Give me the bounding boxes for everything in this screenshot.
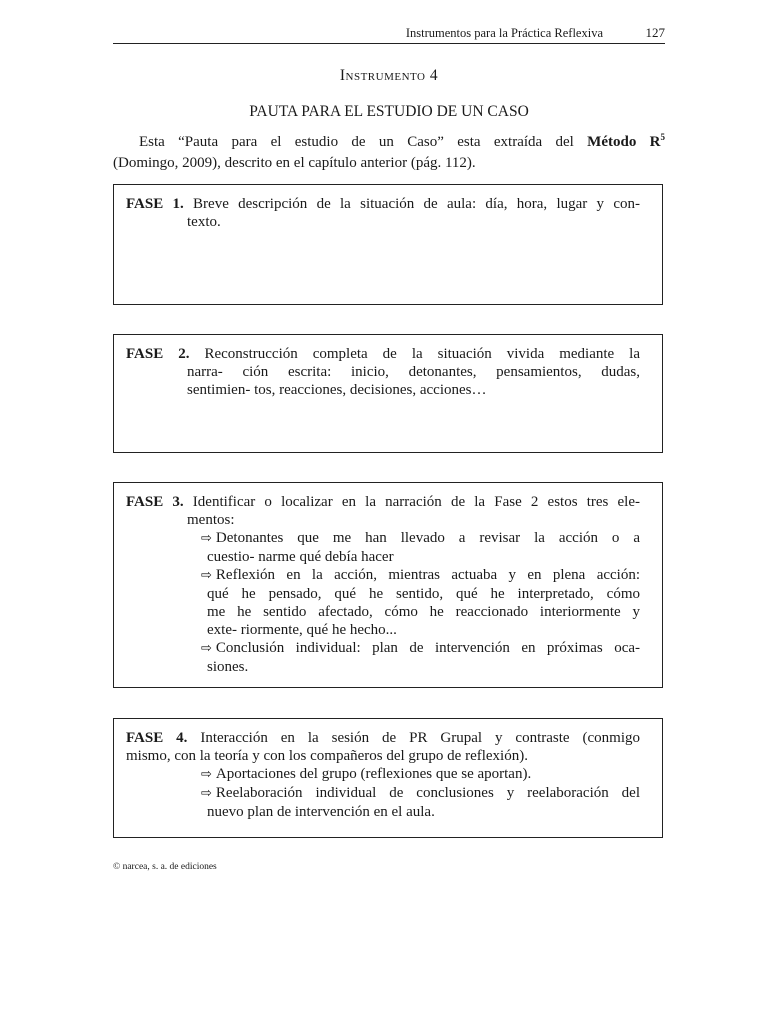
phase-text: Reconstrucción completa de la situación vivida mediante la — [204, 346, 641, 362]
bullet-line — [201, 784, 640, 803]
phase-2-heading — [126, 345, 640, 363]
bullet-line: nuevo plan de intervención en el aula. — [207, 804, 435, 820]
arrow-right-outline-icon: ⇨ — [201, 641, 212, 656]
method-name-text: Método R — [587, 134, 661, 150]
intro-line-1 — [113, 127, 665, 153]
arrow-right-outline-icon: ⇨ — [201, 568, 212, 583]
phase-continuation: mentos: — [187, 512, 235, 528]
page-number: 127 — [645, 25, 665, 40]
phase-text: Identificar o localizar en la narración de la Fase 2 estos tres ele- — [192, 494, 640, 510]
document-title: PAUTA PARA EL ESTUDIO DE UN CASO — [249, 103, 529, 120]
running-header — [113, 25, 665, 44]
bullet-line — [201, 765, 640, 784]
bullet-item — [126, 639, 640, 676]
bullet-line: cuestio- narme qué debía hacer — [207, 549, 394, 565]
phase-text: Breve descripción de la situación de aula: día, hora, lugar y con- — [193, 196, 640, 212]
bullet-line: me he sentido afectado, cómo he reaccionado interiormente y — [207, 604, 640, 620]
arrow-right-outline-icon: ⇨ — [201, 786, 212, 801]
phase-continuation: narra- ción escrita: inicio, detonantes, pensamientos, dudas, — [187, 364, 640, 380]
running-header-title: Instrumentos para la Práctica Reflexiva — [405, 26, 603, 40]
method-superscript: 5 — [660, 132, 665, 142]
bullet-item — [126, 529, 640, 566]
phase-label: FASE 2. — [126, 346, 190, 362]
phase-4-box — [113, 718, 663, 838]
bullet-line — [201, 639, 640, 658]
bullet-text: Aportaciones del grupo (reflexiones que se aportan). — [215, 766, 532, 782]
phase-label: FASE 3. — [126, 494, 184, 510]
phase-3-box — [113, 482, 663, 688]
phase-text: Interacción en la sesión de PR Grupal y contraste (conmigo — [200, 730, 640, 746]
bullet-item — [126, 784, 640, 821]
bullet-item — [126, 566, 640, 639]
phase-label: FASE 1. — [126, 196, 184, 212]
phase-1-heading — [126, 195, 640, 213]
phase-label: FASE 4. — [126, 730, 188, 746]
bullet-text: Reelaboración individual de conclusiones y reelaboración del — [215, 785, 640, 801]
phase-3-heading — [126, 493, 640, 511]
phase-continuation: mismo, con la teoría y con los compañeros del grupo de reflexión). — [126, 748, 528, 764]
bullet-line: qué he pensado, qué he sentido, qué he interpretado, cómo — [207, 586, 640, 602]
phase-2-box — [113, 334, 663, 453]
bullet-line — [201, 566, 640, 585]
bullet-text: Reflexión en la acción, mientras actuaba y en plena acción: — [215, 567, 640, 583]
bullet-line: exte- riormente, qué he hecho... — [207, 622, 397, 638]
phase-4-heading — [126, 729, 640, 747]
method-name — [587, 134, 665, 150]
bullet-text: Conclusión individual: plan de intervención en próximas oca- — [215, 640, 640, 656]
phase-continuation: texto. — [187, 214, 221, 230]
instrument-title: Instrumento 4 — [339, 67, 439, 84]
intro-paragraph — [113, 127, 665, 174]
phase-1-box — [113, 184, 663, 305]
bullet-line — [201, 529, 640, 548]
intro-text: Esta “Pauta para el estudio de un Caso” esta extraída del — [139, 134, 588, 150]
arrow-right-outline-icon: ⇨ — [201, 531, 212, 546]
bullet-line: siones. — [207, 659, 249, 675]
bullet-item — [126, 765, 640, 784]
intro-line-2: (Domingo, 2009), descrito en el capítulo anterior (pág. 112). — [113, 155, 476, 171]
copyright-notice: © narcea, s. a. de ediciones — [113, 862, 217, 872]
arrow-right-outline-icon: ⇨ — [201, 767, 212, 782]
bullet-text: Detonantes que me han llevado a revisar la acción o a — [215, 530, 640, 546]
phase-continuation: sentimien- tos, reacciones, decisiones, acciones… — [187, 382, 487, 398]
